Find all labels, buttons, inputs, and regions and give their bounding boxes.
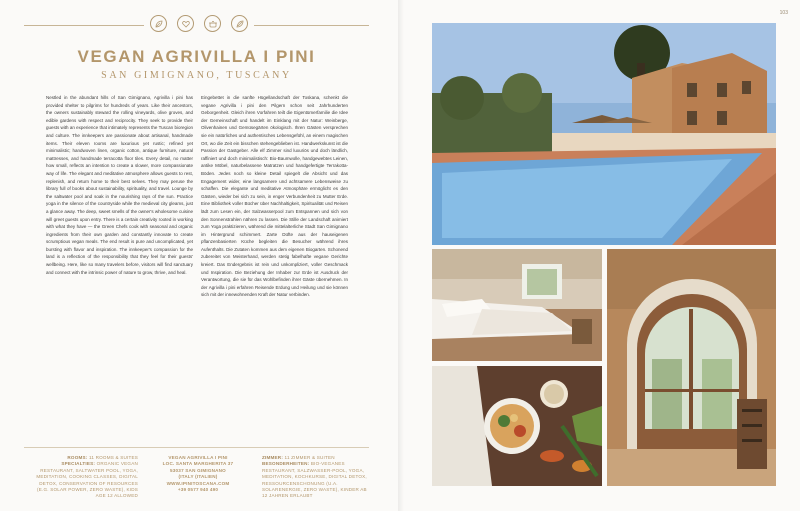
vegan-food-photo	[432, 366, 602, 486]
page-number: 103	[779, 10, 788, 16]
zimmer-value: 11 ZIMMER & SUITEN	[284, 455, 335, 460]
contact-address: LOC. SANTA MARGHERITA 37	[162, 461, 234, 467]
german-paragraph: Eingebettet in die sanfte Hügellandschaft der Toskana, schenkt die vegane Agrivilla i pini den Pilgern schon seit Jahrhunderten Geborgenheit. Gleich ihren Vorfahren teilt die Eigentümerfamilie die Idee der Gemeinschaft und handelt im Einklang mit der Natur: Weinberge, Olivenhainen und Gemüsegärten ökologisch. Ihren Gästen versprechen sie ein natürliches und authentisches Lebensgefühl, an einem magischen Ort, wo die Zeit ein bisschen stehengeblieben ist. Handwerkskunst ist die Passion der Gastgeber. Alle elf Zimmer sind luxuriös und doch ländlich, raffiniert und doch minimalistisch: Bio-Baumwolle, handgewebtes Leinen, antike Möbel, naturbelassene Matratzen und handgefertigte Terrakotta-Böden. Jedes noch so kleine Detail spiegelt die Absicht und das Engagement wider, eine langsamere und achtsamere Lebensweise zu schaffen. Die elegante und meditative Atmosphäre ermöglicht es den Gästen, wieder bei sich zu sein, in enger Verbundenheit zu Mutter Erde. Eine Bibliothek voller Bücher über Nachhaltigkeit, Spiritualität und Reisen lädt zum Lesen ein, der Salzwasserpool zum Entspannen und sich von den Sonnenstrahlen nähren zu lassen. Die Stille der Landschaft animiert zum Yoga praktizieren, während die mittelalterliche Stadt San Gimignano im Hintergrund schimmert. Zarte Düfte aus der hauseigenen pflanzenbasierten Küche begleiten die Besucher während ihres Aufenthalts. Die Zutaten kommen aus dem eigenen Biogarten. Schonend zubereitet von Meisterhand, werden stetig fabelhafte vegane Gerichte kreiert. Das Endergebnis ist rein und unkompliziert, voller Geschmack und Inspiration. Die Beziehung der Inhaber zur Erde ist Ausdruck der Verantwortung, die sie für das Wohlbefinden ihrer Gäste übernehmen. In der Agrivilla i pini erfahren Reisende Erdung und Heilung und sie können sich mit der innewohnenden Kraft der Natur verbinden.	[201, 95, 348, 298]
body-text-english	[46, 94, 193, 276]
contact-phone[interactable]: +39 0577 940 490	[177, 487, 219, 493]
vegan-leaf-icon	[150, 15, 167, 32]
footer-contact	[153, 455, 243, 493]
bedroom-photo	[432, 249, 602, 361]
header-rule-left	[24, 25, 144, 26]
body-text-german	[201, 94, 348, 299]
heart-hands-icon	[177, 15, 194, 32]
page-subtitle: SAN GIMIGNANO, TUSCANY	[101, 70, 292, 81]
eco-leaf-icon	[231, 15, 248, 32]
page-gutter	[398, 0, 404, 511]
page-title: VEGAN AGRIVILLA I PINI	[77, 47, 316, 66]
footer-rule	[24, 447, 369, 448]
zimmer-label: ZIMMER:	[262, 455, 284, 460]
rooms-label: ROOMS:	[67, 455, 88, 460]
specialties-label: SPECIALTIES:	[61, 461, 96, 467]
footer-german-info	[262, 455, 370, 500]
rooms-value: 11 ROOMS & SUITES	[88, 455, 138, 460]
english-paragraph: Nestled in the abundant hills of San Gimignano, Agrivilla i pini has provided shelter to pilgrims for hundreds of years. Like their ancestors, the owners sustainably steward the rolling vineyards, olive groves, and edible gardens with respect and reciprocity. They seek to provide their guests with an experience that intimately represents the Tuscan bioregion and culture. The innkeepers are passionate about artisanal, handmade items. Their eleven rooms are luxurious yet rustic; refined yet minimalistic; handwoven linen, organic cotton, antique furniture, natural mattresses, and handmade terracotta floor tiles. Every detail, no matter how small, reflects an intention to create a slower, more compassionate way of life. The elegant and meditative atmosphere allows guests to rest, replenish, and return home to their best selves. They may peruse the library full of books about sustainability, spirituality, and travel. Lounge by the saltwater pool and soak in the nourishing rays of the sun. Practice yoga in the silence of the countryside while the medieval city gleams, just a glance away. The deep, sweet smells of the owner's wholesome cuisine will greet guests upon entry. There is a certain creativity rooted in working with what they have — the Green Chefs cook with seasonal and organic ingredients from their own garden and constantly innovate to create scrumptious vegan meals. The end result is pure and uncomplicated, yet bursting with flavor and inspiration. The innkeeper's compassion for the land is a reflection of the responsibility that they feel for their guests' wellbeing. Here, like so many travelers before, visitors will find sanctuary and connect with the intrinsic power of nature to grow, thrive, and heal.	[46, 95, 193, 275]
contact-name: VEGAN AGRIVILLA I PINI	[168, 455, 228, 460]
besonderheiten-label: BESONDERHEITEN:	[262, 461, 310, 467]
specialties-value: ORGANIC VEGAN RESTAURANT, SALTWATER POOL, YOGA, MEDITATION, COOKING CLASSES, DIGITAL DETOX, CONSERVATION OF RESOURCES (E.G. SOLAR POWER, ZERO WASTE), KIDS AGE 12 ALLOWED	[36, 461, 138, 499]
footer-english-info	[30, 455, 138, 500]
contact-website[interactable]: WWW.IPINITOSCANA.COM	[166, 480, 230, 486]
pool-villa-photo	[432, 23, 776, 245]
contact-country: (ITALY (ITALIEN)	[178, 474, 218, 480]
contact-city: 53037 SAN GIMIGNANO	[170, 467, 226, 473]
header-rule-right	[254, 25, 369, 26]
besonderheiten-value: BIO-VEGANES RESTAURANT, SALZWASSER-POOL, YOGA, MEDITATION, KOCHKURSE, DIGITAL DETOX, RESSOURCENSCHONUNG (U.A. SOLARENERGIE, ZERO WASTE), KINDER AB 12 JAHREN ERLAUBT	[262, 461, 367, 499]
feature-icons	[150, 15, 248, 32]
arched-doorway-photo	[607, 249, 776, 486]
cooking-pot-icon	[204, 15, 221, 32]
